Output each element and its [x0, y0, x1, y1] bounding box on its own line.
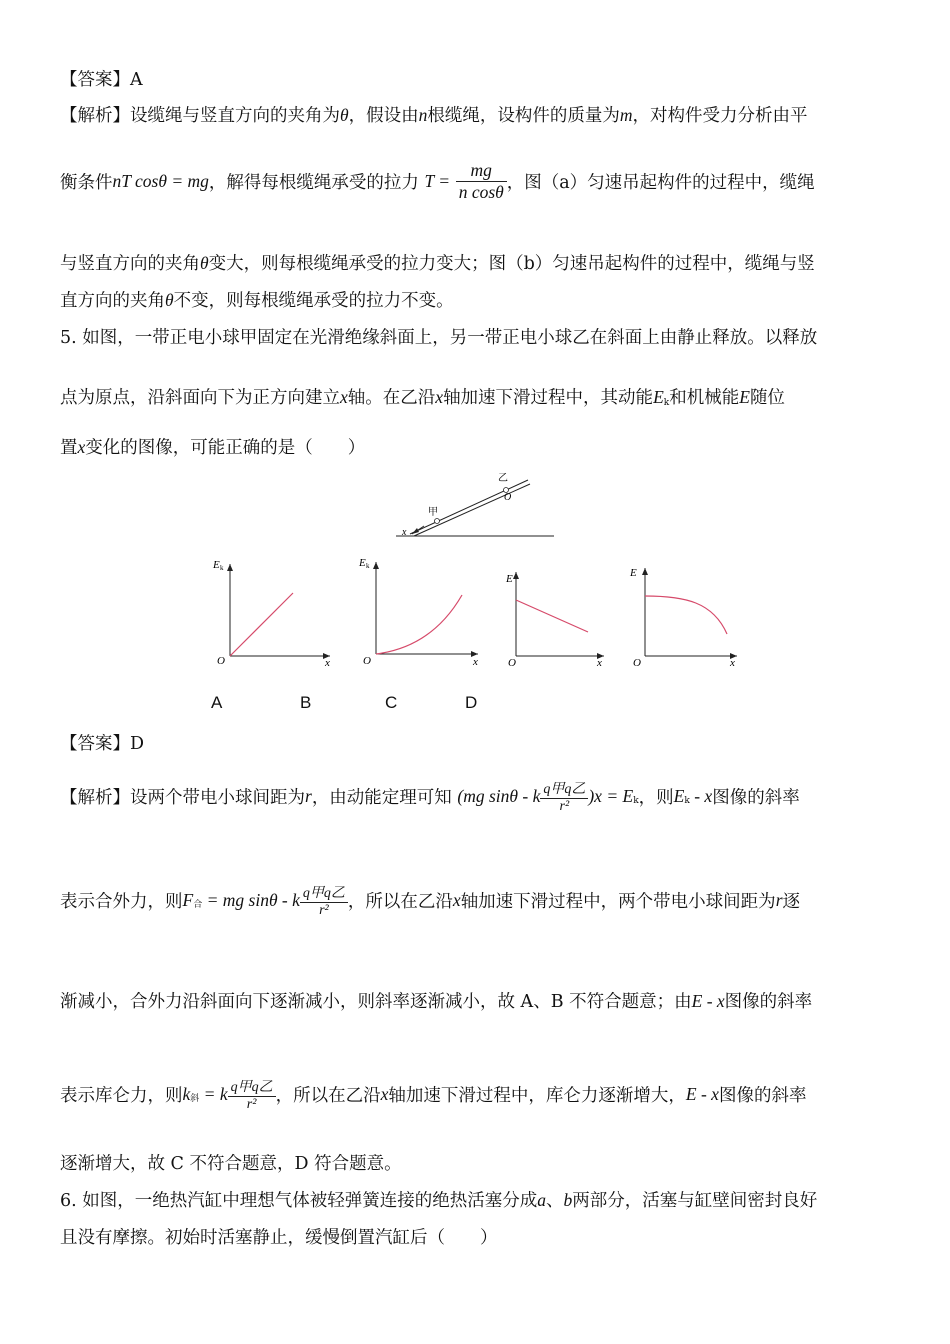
option-c-label: C	[385, 693, 398, 712]
q5-analysis-line2: 表示合外力，则$F_合$ = mg sinθ - k $\frac{\text{q甲q乙}}{\text{r²}}$ ，所以在乙沿x轴加速下滑过程中，两个带电小球间距为r逐	[60, 882, 800, 919]
q6-stem-line2: 且没有摩擦。初始时活塞静止，缓慢倒置汽缸后（ ）	[60, 1228, 498, 1248]
ball-jia	[435, 519, 440, 524]
q5-stem-line2: 点为原点，沿斜面向下为正方向建立x轴。在乙沿x轴加速下滑过程中，其动能$E_k$和机械能E随位	[60, 387, 785, 408]
q5-stem-line3: 置x变化的图像，可能正确的是（ ）	[60, 437, 366, 458]
graph-c	[500, 568, 610, 673]
option-b-label: B	[300, 693, 312, 712]
q5-analysis-line1: 【解析】设两个带电小球间距为r，由动能定理可知 (mg sinθ - k $\frac{\text{q甲q乙}}{\text{r²}}$ )$x = E_k$，则$E_k$ - x图像的斜率	[60, 778, 800, 815]
tension-fraction: $\frac{mg}{\text{n cosθ}}$	[456, 160, 507, 203]
graph-d	[625, 562, 745, 672]
graph-c-origin: O	[508, 657, 516, 669]
label-origin: O	[504, 492, 512, 503]
graph-d-ylabel: E	[630, 567, 637, 579]
graph-a-curve	[230, 593, 293, 656]
incline-figure	[390, 468, 560, 543]
graph-c-xlabel: x	[597, 657, 602, 669]
graph-d-xlabel: x	[730, 657, 735, 669]
graph-a-xlabel: x	[325, 657, 330, 669]
graph-b-xlabel: x	[473, 656, 478, 668]
label-yi: 乙	[498, 473, 508, 484]
q5-analysis-line5: 逐渐增大，故 C 不符合题意，D 符合题意。	[60, 1154, 402, 1174]
label-jia: 甲	[428, 507, 438, 518]
graph-a-origin: O	[217, 655, 225, 667]
graph-b	[352, 552, 487, 672]
graph-c-ylabel: E	[506, 573, 513, 585]
option-a-label: A	[211, 693, 223, 712]
graph-b-curve	[376, 595, 462, 654]
label-x: x	[402, 527, 407, 538]
option-d-label: D	[465, 693, 478, 712]
coulomb-fraction-2: $\frac{\text{q甲q乙}}{\text{r²}}$	[300, 882, 348, 919]
q5-answer: 【答案】D	[60, 734, 145, 754]
graph-c-curve	[516, 600, 588, 632]
graph-b-ysub: k	[366, 562, 370, 570]
graph-b-origin: O	[363, 655, 371, 667]
graph-d-origin: O	[633, 657, 641, 669]
graph-a-ylabel: E	[213, 559, 220, 571]
graph-b-ylabel: E	[359, 557, 366, 569]
coulomb-fraction-3: $\frac{\text{q甲q乙}}{\text{r²}}$	[228, 1076, 276, 1113]
q4-analysis-line3: 与竖直方向的夹角θ变大，则每根缆绳承受的拉力变大；图（b）匀速吊起构件的过程中，缆绳与竖	[60, 253, 815, 274]
q4-analysis-line1: 【解析】设缆绳与竖直方向的夹角为θ，假设由n根缆绳，设构件的质量为m，对构件受力分析由平	[60, 105, 808, 126]
q5-analysis-line4: 表示库仑力，则$k_斜 = k$ $\frac{\text{q甲q乙}}{\text{r²}}$ ，所以在乙沿x轴加速下滑过程中，库仑力逐渐增大，E - x图像的斜率	[60, 1076, 806, 1113]
q4-analysis-line2: 衡条件nT cosθ = mg，解得每根缆绳承受的拉力 T = $\frac{mg}{\text{n cosθ}}$ ，图（a）匀速吊起构件的过程中，缆绳	[60, 160, 815, 202]
q6-stem-line1: 6. 如图，一绝热汽缸中理想气体被轻弹簧连接的绝热活塞分成a、b两部分，活塞与缸壁间密封良好	[60, 1190, 818, 1211]
coulomb-fraction-1: $\frac{\text{q甲q乙}}{\text{r²}}$	[540, 778, 588, 815]
graph-a-ysub: k	[220, 564, 224, 572]
q5-analysis-line3: 渐减小，合外力沿斜面向下逐渐减小，则斜率逐渐减小，故 A、B 不符合题意；由E - x图像的斜率	[60, 991, 813, 1012]
q5-stem-line1: 5. 如图，一带正电小球甲固定在光滑绝缘斜面上，另一带正电小球乙在斜面上由静止释放。以释放	[60, 328, 818, 348]
graph-d-curve	[645, 596, 727, 634]
graph-a	[205, 556, 340, 671]
q4-analysis-line4: 直方向的夹角θ不变，则每根缆绳承受的拉力不变。	[60, 290, 454, 311]
q4-answer: 【答案】A	[60, 70, 143, 90]
